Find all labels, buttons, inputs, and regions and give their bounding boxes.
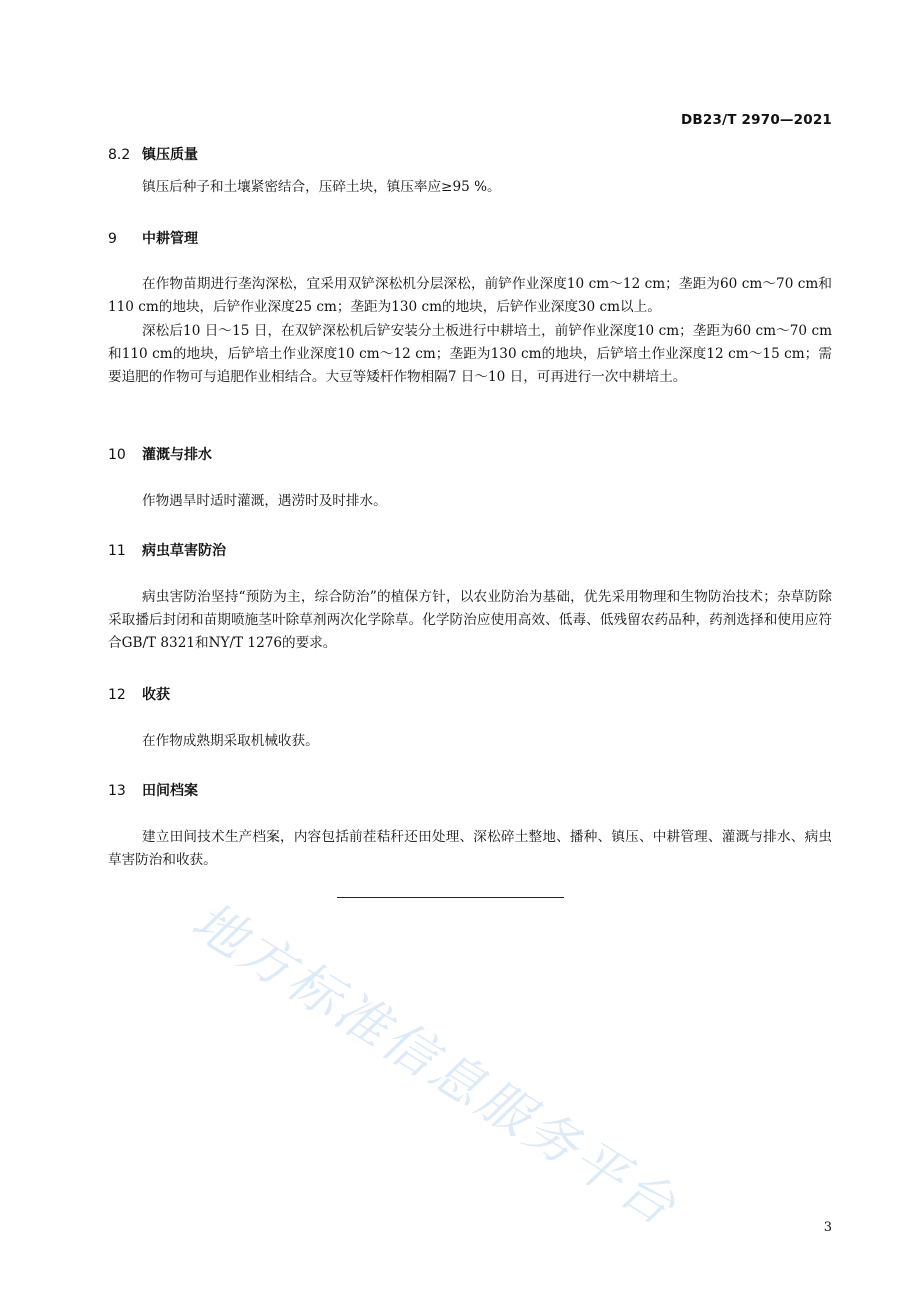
section-paragraph: 建立田间技术生产档案，内容包括前茬秸秆还田处理、深松碎土整地、播种、镇压、中耕管理、灌溉与排水、病虫草害防治和收获。 bbox=[108, 829, 832, 868]
document-code: DB23/T 2970—2021 bbox=[681, 112, 832, 128]
section-number: 13 bbox=[108, 783, 126, 799]
section-paragraph: 深松后10 日～15 日，在双铲深松机后铲安装分土板进行中耕培土，前铲作业深度10 cm；垄距为60 cm～70 cm和110 cm的地块，后铲培土作业深度10 cm～12 cm；垄距为130 cm的地块，后铲培土作业深度12 cm～15 cm；需要追肥的作物可与追肥作业相结合。大豆等矮杆作物相隔7 日～10 日，可再进行一次中耕培土。 bbox=[108, 323, 832, 385]
watermark: 地方标准信息服务平台 bbox=[181, 891, 689, 1239]
section-heading-10 bbox=[108, 444, 212, 464]
section-title: 灌溉与排水 bbox=[142, 447, 212, 463]
page-number: 3 bbox=[823, 1220, 832, 1235]
section-paragraph: 在作物苗期进行垄沟深松，宜采用双铲深松机分层深松，前铲作业深度10 cm～12 cm；垄距为60 cm～70 cm和110 cm的地块，后铲作业深度25 cm；垄距为130 cm的地块，后铲作业深度30 cm以上。 bbox=[108, 276, 832, 315]
section-heading-9 bbox=[108, 228, 198, 248]
section-title: 田间档案 bbox=[142, 783, 198, 799]
section-heading-12 bbox=[108, 684, 170, 704]
section-number: 11 bbox=[108, 543, 126, 559]
section-paragraph: 在作物成熟期采取机械收获。 bbox=[142, 733, 319, 749]
section-number: 9 bbox=[108, 231, 117, 247]
section-paragraph: 作物遇旱时适时灌溉，遇涝时及时排水。 bbox=[142, 493, 387, 509]
section-number: 8.2 bbox=[108, 147, 131, 163]
section-title: 收获 bbox=[142, 687, 170, 703]
section-title: 镇压质量 bbox=[142, 147, 198, 163]
section-heading-8-2 bbox=[108, 144, 198, 164]
section-title: 病虫草害防治 bbox=[142, 543, 226, 559]
section-heading-13 bbox=[108, 780, 198, 800]
section-paragraph: 镇压后种子和土壤紧密结合，压碎土块，镇压率应≥95 %。 bbox=[142, 179, 501, 195]
section-paragraph: 病虫害防治坚持“预防为主，综合防治”的植保方针，以农业防治为基础，优先采用物理和生物防治技术；杂草防除采取播后封闭和苗期喷施茎叶除草剂两次化学除草。化学防治应使用高效、低毒、低残留农药品种，药剂选择和使用应符合GB/T 8321和NY/T 1276的要求。 bbox=[108, 589, 832, 651]
end-of-document-rule bbox=[337, 897, 564, 898]
section-number: 10 bbox=[108, 447, 126, 463]
section-title: 中耕管理 bbox=[142, 231, 198, 247]
section-heading-11 bbox=[108, 540, 226, 560]
section-number: 12 bbox=[108, 687, 126, 703]
